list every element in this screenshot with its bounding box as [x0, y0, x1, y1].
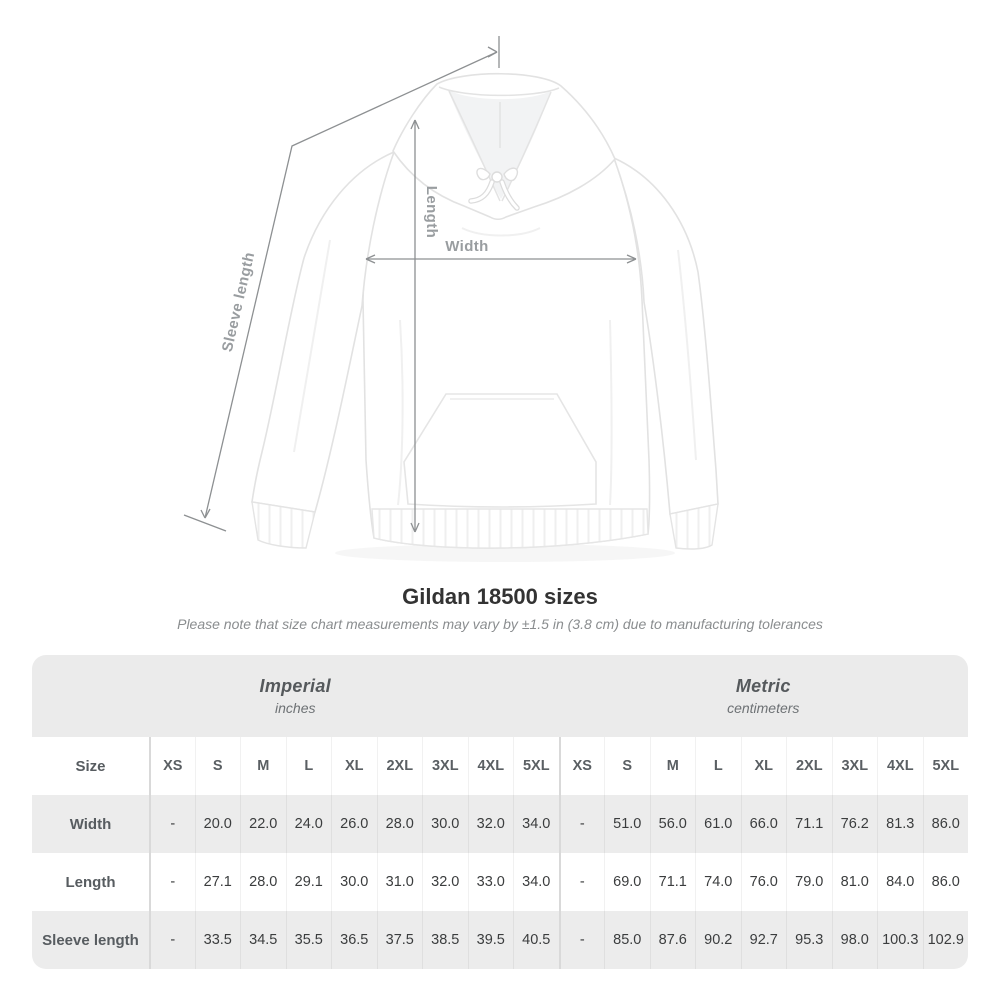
value-cell: 27.1 [195, 853, 241, 911]
size-header-metric-3xl: 3XL [832, 737, 878, 795]
size-header-imperial-xl: XL [331, 737, 377, 795]
hoodie-illustration [252, 74, 718, 562]
value-cell: 95.3 [786, 911, 832, 969]
size-header-metric-l: L [695, 737, 741, 795]
value-cell: 81.3 [877, 795, 923, 853]
value-cell: 22.0 [240, 795, 286, 853]
value-cell: - [559, 911, 605, 969]
value-cell: 34.5 [240, 911, 286, 969]
value-cell: 26.0 [331, 795, 377, 853]
value-cell: 92.7 [741, 911, 787, 969]
size-header-metric-m: M [650, 737, 696, 795]
value-cell: 20.0 [195, 795, 241, 853]
value-cell: 100.3 [877, 911, 923, 969]
value-cell: 31.0 [377, 853, 423, 911]
value-cell: 38.5 [422, 911, 468, 969]
size-header-metric-4xl: 4XL [877, 737, 923, 795]
value-cell: 71.1 [786, 795, 832, 853]
value-cell: 33.0 [468, 853, 514, 911]
value-cell: 39.5 [468, 911, 514, 969]
imperial-title: Imperial [259, 676, 331, 696]
metric-unit: centimeters [727, 700, 800, 716]
imperial-unit: inches [275, 700, 316, 716]
size-header-imperial-3xl: 3XL [422, 737, 468, 795]
size-header-imperial-4xl: 4XL [468, 737, 514, 795]
value-cell: 86.0 [923, 853, 969, 911]
size-header-metric-xl: XL [741, 737, 787, 795]
value-cell: 34.0 [513, 795, 559, 853]
value-cell: - [559, 853, 605, 911]
size-header-imperial-2xl: 2XL [377, 737, 423, 795]
value-cell: 66.0 [741, 795, 787, 853]
value-cell: - [149, 795, 195, 853]
value-cell: 98.0 [832, 911, 878, 969]
value-cell: 102.9 [923, 911, 969, 969]
value-cell: - [149, 911, 195, 969]
size-header-imperial-l: L [286, 737, 332, 795]
value-cell: 85.0 [604, 911, 650, 969]
table-row-width [32, 795, 968, 853]
value-cell: 28.0 [377, 795, 423, 853]
value-cell: 28.0 [240, 853, 286, 911]
value-cell: 37.5 [377, 911, 423, 969]
size-header-metric-5xl: 5XL [923, 737, 969, 795]
value-cell: 79.0 [786, 853, 832, 911]
size-column-header: Size [75, 757, 106, 775]
size-header-metric-s: S [604, 737, 650, 795]
size-header-metric-xs: XS [559, 737, 605, 795]
value-cell: 32.0 [422, 853, 468, 911]
table-row-sleeve-length [32, 911, 968, 969]
size-header-row [32, 737, 968, 795]
value-cell: 90.2 [695, 911, 741, 969]
value-cell: 36.5 [331, 911, 377, 969]
row-label: Sleeve length [42, 931, 139, 949]
value-cell: 34.0 [513, 853, 559, 911]
value-cell: 76.0 [741, 853, 787, 911]
page-title: Gildan 18500 sizes [402, 584, 598, 609]
table-row-length [32, 853, 968, 911]
size-tolerance-note: Please note that size chart measurements may vary by ±1.5 in (3.8 cm) due to manufacturing tolerances [177, 616, 823, 632]
value-cell: 84.0 [877, 853, 923, 911]
value-cell: 51.0 [604, 795, 650, 853]
unit-header-row [32, 655, 968, 737]
metric-header [559, 655, 969, 737]
value-cell: 33.5 [195, 911, 241, 969]
value-cell: 30.0 [422, 795, 468, 853]
value-cell: 61.0 [695, 795, 741, 853]
imperial-header [32, 655, 559, 737]
value-cell: - [149, 853, 195, 911]
value-cell: 35.5 [286, 911, 332, 969]
value-cell: 86.0 [923, 795, 969, 853]
size-header-imperial-5xl: 5XL [513, 737, 559, 795]
width-label: Width [445, 238, 489, 255]
value-cell: 81.0 [832, 853, 878, 911]
value-cell: - [559, 795, 605, 853]
value-cell: 56.0 [650, 795, 696, 853]
row-label: Length [65, 873, 116, 891]
value-cell: 74.0 [695, 853, 741, 911]
table-body [32, 795, 968, 969]
value-cell: 32.0 [468, 795, 514, 853]
value-cell: 40.5 [513, 911, 559, 969]
value-cell: 76.2 [832, 795, 878, 853]
row-label: Width [69, 815, 112, 833]
size-table [32, 655, 968, 969]
size-header-imperial-xs: XS [149, 737, 195, 795]
sleeve-length-label: Sleeve length [218, 250, 259, 354]
value-cell: 71.1 [650, 853, 696, 911]
size-header-metric-2xl: 2XL [786, 737, 832, 795]
value-cell: 69.0 [604, 853, 650, 911]
size-header-imperial-m: M [240, 737, 286, 795]
length-label: Length [423, 185, 440, 239]
value-cell: 29.1 [286, 853, 332, 911]
value-cell: 87.6 [650, 911, 696, 969]
metric-title: Metric [735, 676, 791, 696]
size-header-imperial-s: S [195, 737, 241, 795]
value-cell: 24.0 [286, 795, 332, 853]
value-cell: 30.0 [331, 853, 377, 911]
